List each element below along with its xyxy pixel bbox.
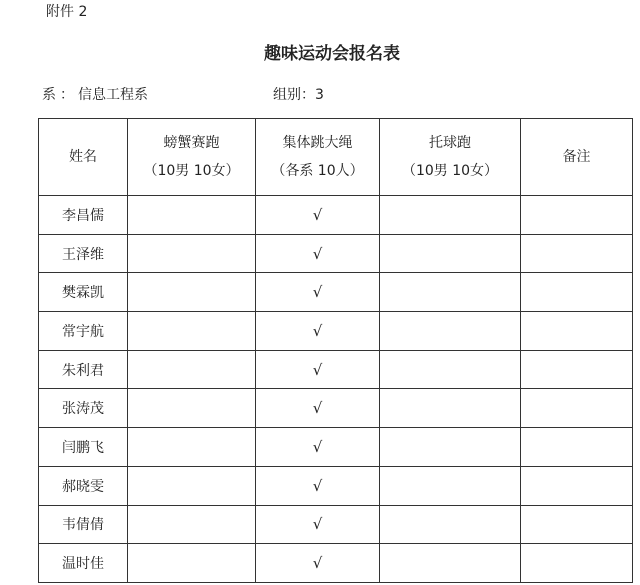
participant-name: 樊霖凯 [39, 273, 128, 312]
crab-race-cell [128, 544, 256, 583]
header-name: 姓名 [39, 119, 128, 196]
crab-race-cell [128, 428, 256, 467]
table-row [39, 196, 633, 235]
header-ball-run [380, 119, 521, 196]
participant-name: 韦倩倩 [39, 505, 128, 544]
group-rope-check: √ [256, 273, 380, 312]
participant-name: 温时佳 [39, 544, 128, 583]
crab-race-cell [128, 466, 256, 505]
group-rope-check: √ [256, 196, 380, 235]
group-info [273, 86, 324, 104]
notes-cell [521, 505, 633, 544]
notes-cell [521, 389, 633, 428]
group-rope-check: √ [256, 505, 380, 544]
header-ball-run-title: 托球跑 [429, 135, 471, 151]
header-group-rope [256, 119, 380, 196]
notes-cell [521, 273, 633, 312]
table-row [39, 428, 633, 467]
notes-cell [521, 428, 633, 467]
header-crab-race-title: 螃蟹赛跑 [163, 135, 220, 151]
department-label: 系 [42, 87, 56, 103]
ball-run-cell [380, 544, 521, 583]
participant-name: 张涛茂 [39, 389, 128, 428]
crab-race-cell [128, 505, 256, 544]
ball-run-cell [380, 196, 521, 235]
header-group-rope-title: 集体跳大绳 [282, 135, 353, 151]
group-rope-check: √ [256, 312, 380, 351]
ball-run-cell [380, 350, 521, 389]
group-rope-check: √ [256, 466, 380, 505]
notes-cell [521, 234, 633, 273]
department-value: 信息工程系 [78, 87, 148, 103]
table-header-row [39, 119, 633, 196]
notes-cell [521, 466, 633, 505]
group-colon: ： [301, 87, 315, 103]
group-rope-check: √ [256, 389, 380, 428]
group-rope-check: √ [256, 544, 380, 583]
ball-run-cell [380, 234, 521, 273]
crab-race-cell [128, 350, 256, 389]
header-notes: 备注 [521, 119, 633, 196]
table-row [39, 466, 633, 505]
participant-name: 闫鹏飞 [39, 428, 128, 467]
department-colon: ： [60, 87, 74, 103]
crab-race-cell [128, 389, 256, 428]
notes-cell [521, 196, 633, 235]
table-row [39, 312, 633, 351]
ball-run-cell [380, 389, 521, 428]
ball-run-cell [380, 505, 521, 544]
department-info [42, 86, 148, 104]
table-row [39, 234, 633, 273]
group-rope-check: √ [256, 350, 380, 389]
header-group-rope-quota: （各系 10人） [271, 163, 364, 179]
table-row [39, 544, 633, 583]
table-row [39, 505, 633, 544]
registration-table [38, 118, 633, 583]
attachment-label: 附件 2 [46, 4, 88, 20]
participant-name: 李昌儒 [39, 196, 128, 235]
group-label: 组别 [273, 87, 301, 103]
participant-name: 王泽维 [39, 234, 128, 273]
crab-race-cell [128, 234, 256, 273]
group-rope-check: √ [256, 428, 380, 467]
crab-race-cell [128, 273, 256, 312]
header-ball-run-quota: （10男 10女） [401, 163, 499, 179]
group-value: 3 [315, 87, 324, 103]
ball-run-cell [380, 466, 521, 505]
notes-cell [521, 350, 633, 389]
ball-run-cell [380, 312, 521, 351]
notes-cell [521, 312, 633, 351]
participant-name: 朱利君 [39, 350, 128, 389]
participant-name: 常宇航 [39, 312, 128, 351]
crab-race-cell [128, 196, 256, 235]
ball-run-cell [380, 428, 521, 467]
header-crab-race-quota: （10男 10女） [143, 163, 240, 179]
table-row [39, 273, 633, 312]
ball-run-cell [380, 273, 521, 312]
group-rope-check: √ [256, 234, 380, 273]
header-crab-race [128, 119, 256, 196]
table-row [39, 389, 633, 428]
notes-cell [521, 544, 633, 583]
table-row [39, 350, 633, 389]
crab-race-cell [128, 312, 256, 351]
participant-name: 郝晓雯 [39, 466, 128, 505]
page-title: 趣味运动会报名表 [264, 44, 400, 64]
